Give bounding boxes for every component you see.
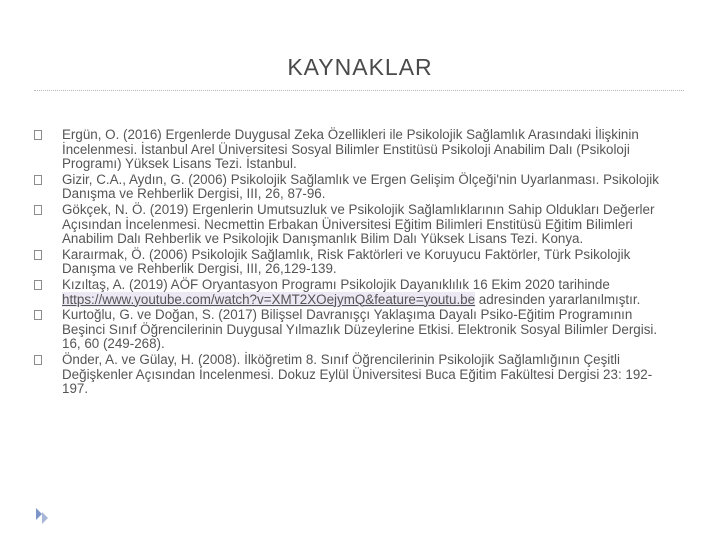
bullet-square-icon (34, 355, 42, 365)
title-divider (34, 90, 684, 91)
reference-list (34, 128, 674, 398)
bullet-square-icon (34, 175, 42, 185)
bullet-square-icon (34, 310, 42, 320)
reference-text: Karaırmak, Ö. (2006) Psikolojik Sağlamlık, Risk Faktörleri ve Koruyucu Faktörler, Türk Psikolojik Danışma ve Rehberlik Dergisi, III, 26,129-139. (62, 246, 631, 277)
reference-item (34, 248, 674, 277)
reference-item (34, 203, 674, 247)
reference-item (34, 278, 674, 307)
reference-text-prefix: Kızıltaş, A. (2019) AÖF Oryantasyon Programı Psikolojik Dayanıklılık 16 Ekim 2020 tarihinde (62, 276, 610, 292)
reference-item (34, 173, 674, 202)
corner-arrows-icon (34, 506, 50, 526)
reference-item (34, 353, 674, 397)
bullet-square-icon (34, 280, 42, 290)
bullet-square-icon (34, 130, 42, 140)
reference-text: Kurtoğlu, G. ve Doğan, S. (2017) Bilişsel Davranışçı Yaklaşıma Dayalı Psiko-Eğitim Programının Beşinci Sınıf Öğrencilerinin Duygusal Yılmazlık Düzeylerine Etkisi. Elektronik Sosyal Bilimler Dergisi. 16, 60 (249-268). (62, 307, 658, 352)
reference-text-suffix: adresinden yararlanılmıştır. (475, 291, 641, 307)
reference-text: Ergün, O. (2016) Ergenlerde Duygusal Zeka Özellikleri ile Psikolojik Sağlamlık Arasındaki İlişkinin İncelenmesi. İstanbul Arel Üniversitesi Sosyal Bilimler Enstitüsü Psikoloji Anabilim Dalı (Psikoloji Programı) Yüksek Lisans Tezi. İstanbul. (62, 127, 639, 172)
reference-text: Gizir, C.A., Aydın, G. (2006) Psikolojik Sağlamlık ve Ergen Gelişim Ölçeği'nin Uyarlanması. Psikolojik Danışma ve Rehberlik Dergisi, III, 26, 87-96. (62, 171, 659, 202)
reference-text: Gökçek, N. Ö. (2019) Ergenlerin Umutsuzluk ve Psikolojik Sağlamlıklarının Sahip Oldukları Değerler Açısından İncelenmesi. Necmettin Erbakan Üniversitesi Eğitim Bilimleri Enstitüsü Eğitim Bilimleri Anabilim Dalı Rehberlik ve Psikolojik Danışmanlık Bilim Dalı Yüksek Lisans Tezi. Konya. (62, 201, 655, 247)
slide-title: KAYNAKLAR (287, 54, 433, 80)
bullet-square-icon (34, 250, 42, 260)
reference-item (34, 308, 674, 352)
youtube-link[interactable]: https://www.youtube.com/watch?v=XMT2XOejymQ&feature=youtu.be (62, 291, 476, 307)
reference-text: Önder, A. ve Gülay, H. (2008). İlköğretim 8. Sınıf Öğrencilerinin Psikolojik Sağlamlığının Çeşitli Değişkenler Açısından İncelenmesi. Dokuz Eylül Üniversitesi Buca Eğitim Fakültesi Dergisi 23: 192-197. (62, 351, 653, 397)
reference-item (34, 128, 674, 172)
bullet-square-icon (34, 205, 42, 215)
